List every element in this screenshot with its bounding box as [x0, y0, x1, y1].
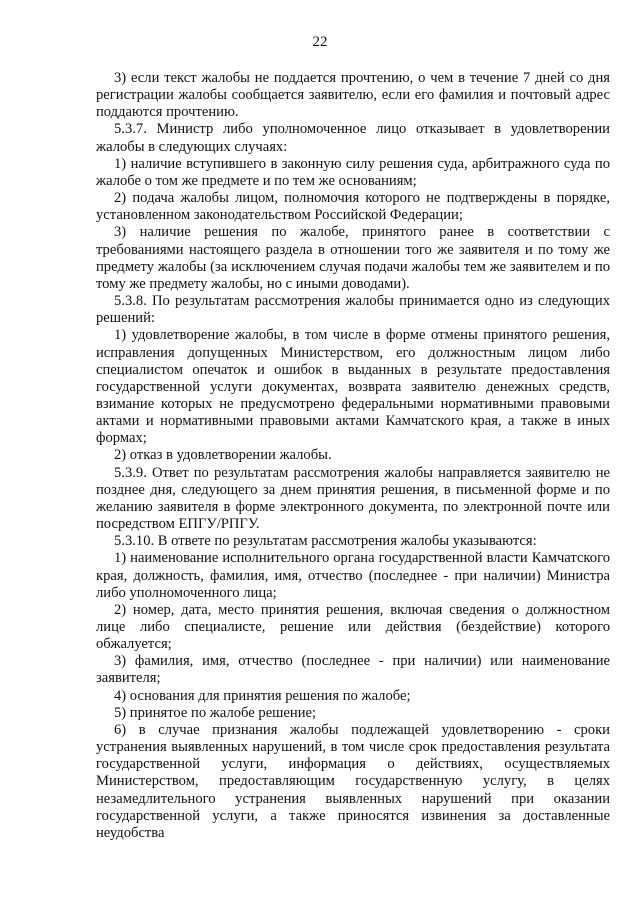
paragraph: 2) подача жалобы лицом, полномочия которого не подтверждены в порядке, установленном законодательством Российской Федерации; [96, 190, 610, 224]
paragraph: 4) основания для принятия решения по жалобе; [114, 687, 411, 704]
paragraph: 5.3.10. В ответе по результатам рассмотрения жалобы указываются: [114, 533, 537, 550]
paragraph: 5) принятое по жалобе решение; [114, 704, 317, 721]
paragraph: 3) наличие решения по жалобе, принятого ранее в соответствии с требованиями настоящего раздела в отношении того же заявителя и по тому же предмету жалобы (за исключением случая подачи жалобы тем же заявителем и по тому же предмету жалобы, но с иными доводами). [96, 224, 610, 292]
paragraph: 5.3.8. По результатам рассмотрения жалобы принимается одно из следующих решений: [96, 293, 610, 327]
paragraph: 1) наименование исполнительного органа государственной власти Камчатского края, должность, фамилия, имя, отчество (последнее - при наличии) Министра либо уполномоченного лица; [96, 550, 610, 601]
paragraph: 3) фамилия, имя, отчество (последнее - при наличии) или наименование заявителя; [96, 653, 610, 687]
paragraph: 1) удовлетворение жалобы, в том числе в форме отмены принятого решения, исправления допущенных Министерством, его должностным лицом либо специалистом опечаток и ошибок в выданных в результате предоставления государственной услуги документах, возврата заявителю денежных средств, взимание которых не предусмотрено федеральными нормативными правовыми актами и нормативными правовыми актами Камчатского края, а также в иных формах; [96, 327, 610, 447]
paragraph: 3) если текст жалобы не поддается прочтению, о чем в течение 7 дней со дня регистрации жалобы сообщается заявителю, если его фамилия и почтовый адрес поддаются прочтению. [96, 70, 610, 121]
paragraph: 2) номер, дата, место принятия решения, включая сведения о должностном лице либо специалисте, решение или действия (бездействие) которого обжалуется; [96, 601, 610, 653]
paragraph: 6) в случае признания жалобы подлежащей удовлетворению - сроки устранения выявленных нарушений, в том числе срок предоставления результата государственной услуги, информация о действиях, осуществляемых Министерством, предоставляющим государственную услугу, в целях незамедлительного устранения выявленных нарушений при оказании государственной услуги, а также приносятся извинения за доставленные неудобства [96, 721, 610, 841]
document-body [96, 70, 610, 842]
page-number: 22 [312, 34, 328, 50]
paragraph: 2) отказ в удовлетворении жалобы. [114, 447, 332, 464]
paragraph: 1) наличие вступившего в законную силу решения суда, арбитражного суда по жалобе о том же предмете и по тем же основаниям; [96, 155, 610, 189]
paragraph: 5.3.9. Ответ по результатам рассмотрения жалобы направляется заявителю не позднее дня, следующего за днем принятия решения, в письменной форме и по желанию заявителя в форме электронного документа, по электронной почте или посредством ЕПГУ/РПГУ. [96, 464, 610, 533]
paragraph: 5.3.7. Министр либо уполномоченное лицо отказывает в удовлетворении жалобы в следующих случаях: [96, 121, 610, 155]
